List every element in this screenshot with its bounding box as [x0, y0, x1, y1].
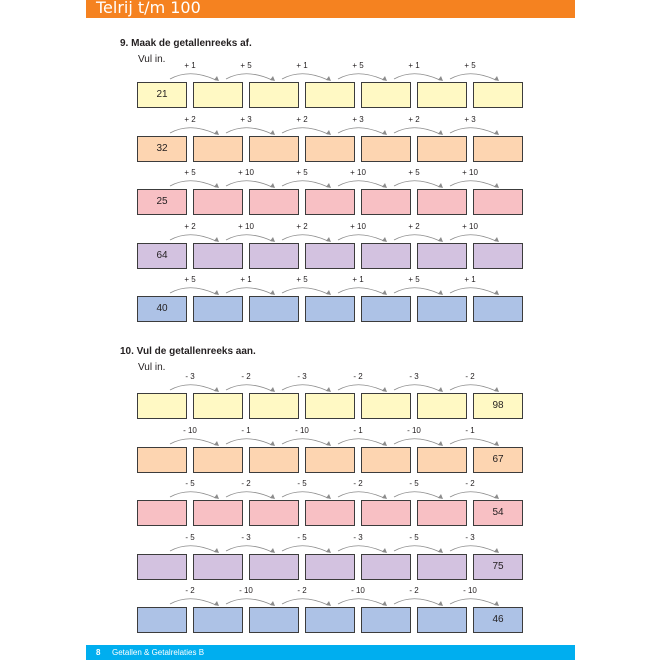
operation-label: + 10 [238, 168, 254, 177]
exercise-9-title: 9. Maak de getallenreeks af. [120, 38, 252, 49]
operation-label: + 1 [184, 61, 196, 70]
curved-arrow [282, 599, 328, 605]
operation-label: + 3 [240, 115, 252, 124]
page-footer-bar [86, 645, 575, 660]
operation-label: + 2 [184, 222, 196, 231]
series-start-cell: 32 [137, 136, 187, 162]
operation-label: - 1 [353, 426, 363, 435]
operation-label: - 3 [185, 372, 195, 381]
series-start-cell: 25 [137, 189, 187, 215]
arrowhead-icon [326, 601, 331, 606]
operation-label: + 5 [408, 168, 420, 177]
operation-label: + 2 [408, 115, 420, 124]
series-end-cell: 46 [473, 607, 523, 633]
operation-label: + 1 [240, 275, 252, 284]
operation-label: - 3 [465, 533, 475, 542]
operation-label: - 10 [463, 586, 477, 595]
operation-label: - 3 [409, 372, 419, 381]
arrowhead-icon [438, 601, 443, 606]
series-end-cell: 54 [473, 500, 523, 526]
operation-label: + 3 [464, 115, 476, 124]
operation-label: + 5 [408, 275, 420, 284]
series-start-cell: 40 [137, 296, 187, 322]
operation-label: - 2 [465, 479, 475, 488]
arrowhead-icon [382, 601, 387, 606]
operation-label: + 2 [184, 115, 196, 124]
footer-book-title: Getallen & Getalrelaties B [112, 648, 205, 657]
operation-label: - 3 [353, 533, 363, 542]
operation-label: - 2 [241, 479, 251, 488]
arrowhead-icon [270, 601, 275, 606]
operation-label: + 5 [352, 61, 364, 70]
exercise-9-instruction: Vul in. [138, 54, 166, 65]
curved-arrow [170, 599, 216, 605]
operation-label: + 5 [184, 168, 196, 177]
operation-label: + 1 [464, 275, 476, 284]
operation-label: + 1 [352, 275, 364, 284]
operation-label: + 10 [238, 222, 254, 231]
operation-label: - 2 [353, 372, 363, 381]
operation-label: - 2 [409, 586, 419, 595]
operation-label: + 5 [464, 61, 476, 70]
operation-label: - 3 [241, 533, 251, 542]
operation-label: - 2 [297, 586, 307, 595]
operation-label: + 10 [462, 222, 478, 231]
operation-label: - 5 [185, 479, 195, 488]
operation-label: - 2 [185, 586, 195, 595]
operation-label: - 2 [353, 479, 363, 488]
operation-label: + 5 [296, 275, 308, 284]
operation-label: - 5 [409, 533, 419, 542]
operation-label: + 2 [408, 222, 420, 231]
exercise-10-instruction: Vul in. [138, 362, 166, 373]
operation-label: - 1 [465, 426, 475, 435]
operation-label: - 5 [297, 533, 307, 542]
arrowhead-icon [214, 601, 219, 606]
operation-label: - 10 [351, 586, 365, 595]
operation-label: + 2 [296, 115, 308, 124]
operation-label: - 5 [297, 479, 307, 488]
series-end-cell: 75 [473, 554, 523, 580]
series-start-cell: 64 [137, 243, 187, 269]
operation-label: - 10 [295, 426, 309, 435]
operation-label: - 5 [185, 533, 195, 542]
page-number: 8 [96, 648, 101, 657]
curved-arrow [338, 599, 384, 605]
series-end-cell: 98 [473, 393, 523, 419]
operation-label: - 5 [409, 479, 419, 488]
operation-label: + 5 [240, 61, 252, 70]
operation-label: + 1 [296, 61, 308, 70]
series-start-cell: 21 [137, 82, 187, 108]
series-end-cell: 67 [473, 447, 523, 473]
operation-label: + 5 [184, 275, 196, 284]
operation-label: + 3 [352, 115, 364, 124]
operation-label: - 3 [297, 372, 307, 381]
operation-label: + 2 [296, 222, 308, 231]
operation-label: - 2 [465, 372, 475, 381]
page-title: Telrij t/m 100 [96, 0, 201, 17]
operation-label: + 5 [296, 168, 308, 177]
operation-label: - 10 [239, 586, 253, 595]
operation-label: + 10 [350, 168, 366, 177]
operation-label: + 1 [408, 61, 420, 70]
operation-label: - 10 [407, 426, 421, 435]
exercise-10-title: 10. Vul de getallenreeks aan. [120, 346, 256, 357]
operation-label: + 10 [350, 222, 366, 231]
operation-label: - 2 [241, 372, 251, 381]
arrowhead-icon [494, 601, 499, 606]
operation-label: - 10 [183, 426, 197, 435]
operation-label: - 1 [241, 426, 251, 435]
curved-arrow [226, 599, 272, 605]
operation-label: + 10 [462, 168, 478, 177]
curved-arrow [450, 599, 496, 605]
curved-arrow [394, 599, 440, 605]
